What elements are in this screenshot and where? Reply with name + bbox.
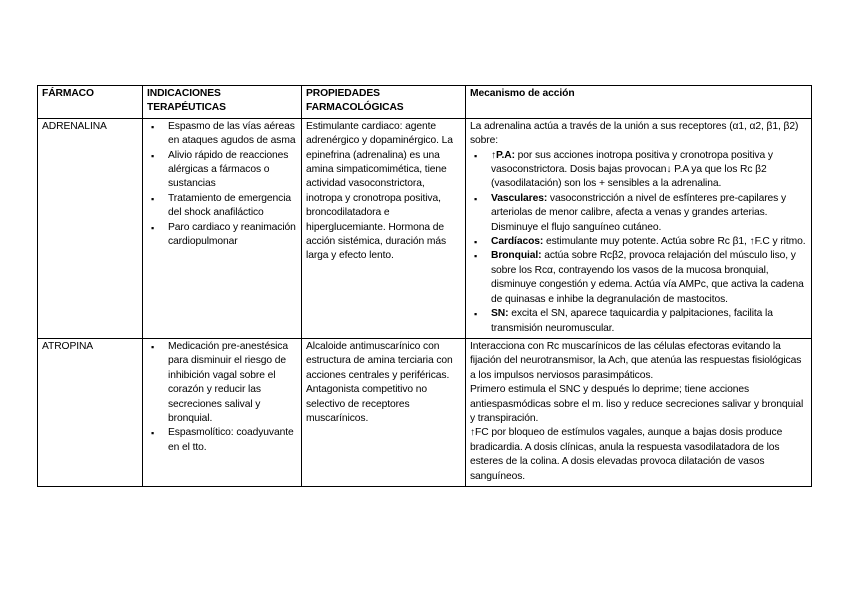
item-label: Cardíacos: (491, 236, 544, 248)
list-item: ▪ Espasmo de las vías aéreas en ataques agudos de asma (168, 120, 298, 149)
item-text: por sus acciones inotropa positiva y cronotropa positiva y vasoconstrictora. Dosis bajas provocan↓ P.A ya que los Rc β2 (vasodilatación) son los + sensibles a la adrenalina. (491, 149, 773, 190)
properties-cell: Alcaloide antimuscarínico con estructura de amina terciaria con acciones centrales y periféricas. Antagonista competitivo no selectivo de receptores muscarínicos. (302, 338, 466, 486)
mechanism-intro: La adrenalina actúa a través de la unión a sus receptores (α1, α2, β1, β2) sobre: (470, 120, 799, 147)
list-item (491, 149, 808, 192)
header-mecanismo: Mecanismo de acción (466, 86, 812, 119)
drug-name: ADRENALINA (38, 118, 143, 338)
mechanism-paragraph: ↑FC por bloqueo de estímulos vagales, aunque a bajas dosis produce bradicardia. A dosis clínicas, anula la respuesta vasodilatadora de los esteres de la colina. A dosis elevadas provoca dilatación de vasos sanguíneos. (470, 427, 783, 482)
list-item: ▪ Medicación pre-anestésica para disminuir el riesgo de inhibición vagal sobre el corazón y reducir las secreciones salival y bronquial. (168, 340, 298, 426)
item-label: SN: (491, 308, 509, 320)
indications-list (147, 120, 298, 250)
item-label: Vasculares: (491, 192, 548, 204)
table-header-row (38, 86, 812, 119)
mechanism-cell (466, 338, 812, 486)
table-row-atropina (38, 338, 812, 486)
item-label: Bronquial: (491, 250, 542, 262)
header-indicaciones: INDICACIONES TERAPÉUTICAS (143, 86, 302, 119)
list-item (491, 192, 808, 235)
indications-list (147, 340, 298, 455)
list-item: ▪ Espasmolítico: coadyuvante en el tto. (168, 426, 298, 455)
list-item: ▪ Alivio rápido de reacciones alérgicas a fármacos o sustancias (168, 149, 298, 192)
item-label: ↑P.A: (491, 149, 515, 161)
list-item (491, 307, 808, 336)
header-farmaco: FÁRMACO (38, 86, 143, 119)
indications-cell (143, 118, 302, 338)
mechanism-paragraph: Primero estimula el SNC y después lo deprime; tiene acciones antiespasmódicas sobre el m. liso y reduce secreciones salivar y bronquial y transpiración. (470, 384, 804, 424)
drug-name: ATROPINA (38, 338, 143, 486)
mechanism-paragraph: Interacciona con Rc muscarínicos de las células efectoras evitando la fijación del neurotransmisor, la Ach, que atenúa las respuestas fisiológicas a los impulsos nerviosos parasimpáticos. (470, 340, 802, 381)
item-text: actúa sobre Rcβ2, provoca relajación del músculo liso, y sobre los Rcα, contrayendo los vasos de la mucosa bronquial, disminuye congestión y edema. Actúa vía AMPc, que activa la cadena de quinasas e inhibe la degranulación de mastocitos. (491, 250, 804, 305)
list-item: ▪ Paro cardiaco y reanimación cardiopulmonar (168, 221, 298, 250)
table-row-adrenalina (38, 118, 812, 338)
list-item (491, 235, 808, 249)
pharmacology-table (37, 85, 812, 487)
list-item (491, 249, 808, 307)
mechanism-cell (466, 118, 812, 338)
list-item: ▪ Tratamiento de emergencia del shock anafiláctico (168, 192, 298, 221)
item-text: vasoconstricción a nivel de esfínteres pre-capilares y arteriolas de menor calibre, afecta a venas y grandes arterias. Disminuye el flujo sanguíneo cutáneo. (491, 192, 787, 233)
indications-cell (143, 338, 302, 486)
properties-cell: Estimulante cardiaco: agente adrenérgico y dopaminérgico. La epinefrina (adrenalina) es una amina simpaticomimética, tiene actividad vasoconstrictora, inotropa y cronotropa positiva, broncodilatadora e hiperglucemiante. Hormona de acción sistémica, duración más larga y efecto lento. (302, 118, 466, 338)
item-text: estimulante muy potente. Actúa sobre Rc β1, ↑F.C y ritmo. (543, 236, 806, 248)
mechanism-list (470, 149, 808, 336)
header-propiedades: PROPIEDADES FARMACOLÓGICAS (302, 86, 466, 119)
item-text: excita el SN, aparece taquicardia y palpitaciones, facilita la transmisión neuromuscular. (491, 308, 773, 334)
